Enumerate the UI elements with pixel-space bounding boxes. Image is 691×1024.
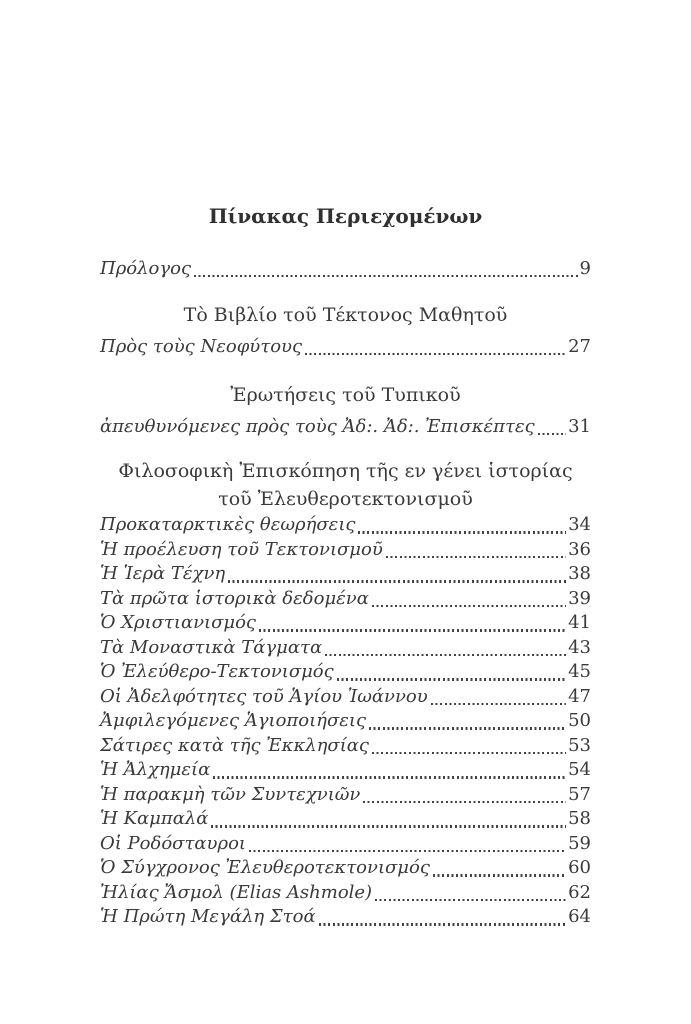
toc-entry <box>100 905 591 930</box>
toc-section <box>100 457 591 930</box>
dot-leader <box>358 531 566 533</box>
toc-entry <box>100 256 591 281</box>
dot-leader <box>305 353 566 355</box>
toc-entry-title: ἀπευθυνόμενες πρὸς τοὺς Ἀδ:. Ἀδ:. Ἐπισκέπτες <box>100 416 535 437</box>
dot-leader <box>325 654 566 656</box>
toc-entry-title: Ἡ Ἱερὰ Τέχνη <box>100 563 226 584</box>
toc-entry-title: Ἠλίας Ἄσμολ (Elias Ashmole) <box>100 881 373 903</box>
toc-entry <box>100 783 591 808</box>
toc-entry <box>100 334 591 359</box>
toc-entry-title: Ἀμφιλεγόμενες Ἁγιοποιήσεις <box>100 710 367 731</box>
toc-entry-page: 38 <box>568 563 591 584</box>
toc-entry <box>100 734 591 759</box>
toc-entry <box>100 881 591 906</box>
toc-entry <box>100 414 591 439</box>
dot-leader <box>375 899 566 901</box>
dot-leader <box>433 874 566 876</box>
toc-entry-title: Οἱ Ροδόσταυροι <box>100 832 246 854</box>
toc-entry-page: 36 <box>568 538 591 560</box>
dot-leader <box>372 752 566 754</box>
toc-entry <box>100 538 591 563</box>
page-title: Πίνακας Περιεχομένων <box>208 204 483 228</box>
toc-entry-title: Πρὸς τοὺς Νεοφύτους <box>100 336 303 357</box>
toc-entry-title: Ὁ Σύγχρονος Ἐλευθεροτεκτονισμός <box>100 857 430 878</box>
section-heading: Ἐρωτήσεις τοῦ Τυπικοῦ <box>230 384 461 406</box>
toc-entry <box>100 709 591 734</box>
toc-entry-page: 43 <box>568 636 591 658</box>
toc-entry <box>100 807 591 832</box>
toc-entry-title: Τὰ πρῶτα ἱστορικὰ δεδομένα <box>100 587 369 609</box>
toc-section <box>100 301 591 359</box>
toc-entry-page: 58 <box>568 808 591 829</box>
section-heading: Τὸ Βιβλίο τοῦ Τέκτονος Μαθητοῦ <box>183 304 508 326</box>
toc-entry-title: Προκαταρκτικὲς θεωρήσεις <box>100 514 356 535</box>
section-heading <box>100 457 591 513</box>
toc-entry <box>100 513 591 538</box>
toc-entry-page: 64 <box>568 906 591 927</box>
toc-entry <box>100 611 591 636</box>
toc-entry-page: 50 <box>568 710 591 731</box>
toc-entry-page: 54 <box>568 759 591 780</box>
toc-entry <box>100 562 591 587</box>
toc-entry-title: Ὁ Ἐλεύθερο-Τεκτονισμός <box>100 661 334 682</box>
toc-entry-page: 45 <box>568 661 591 682</box>
dot-leader <box>249 850 566 852</box>
dot-leader <box>386 556 566 558</box>
toc-entry-page: 39 <box>568 587 591 609</box>
toc-entry <box>100 660 591 685</box>
toc-entry-title: Ἡ παρακμὴ τῶν Συντεχνιῶν <box>100 783 361 805</box>
dot-leader <box>369 727 566 729</box>
toc-entry-page: 41 <box>568 612 591 633</box>
toc-entry-title: Ἡ Ἀλχημεία <box>100 759 211 780</box>
dot-leader <box>337 678 566 680</box>
toc-entry-list <box>100 513 591 930</box>
dot-leader <box>259 629 566 631</box>
dot-leader <box>211 825 566 827</box>
toc-entry <box>100 685 591 710</box>
toc-entry-page: 59 <box>568 832 591 854</box>
toc-section <box>100 256 591 281</box>
toc-entry-title: Ἡ Πρώτη Μεγάλη Στοά <box>100 906 316 927</box>
toc-entry-page: 57 <box>568 783 591 805</box>
toc-entry-title: Ἡ Καμπαλά <box>100 808 209 829</box>
toc-entry-page: 53 <box>568 734 591 756</box>
toc-entry-title: Σάτιρες κατὰ τῆς Ἐκκλησίας <box>100 734 370 756</box>
toc-entry <box>100 758 591 783</box>
section-heading-line: Φιλοσοφικὴ Ἐπισκόπηση τῆς εν γένει ἱστορίας <box>118 460 573 482</box>
toc-entry-title: Ὁ Χριστιανισμός <box>100 612 257 633</box>
toc-entry-title: Πρόλογος <box>100 258 192 279</box>
toc-entry-title: Οἱ Ἀδελφότητες τοῦ Ἁγίου Ἰωάννου <box>100 685 428 707</box>
toc-entry-page: 9 <box>579 258 591 279</box>
toc-entry-title: Ἡ προέλευση τοῦ Τεκτονισμοῦ <box>100 538 383 560</box>
dot-leader <box>213 776 566 778</box>
toc-entry-page: 47 <box>568 685 591 707</box>
toc-entry <box>100 856 591 881</box>
dot-leader <box>538 433 566 435</box>
toc-entry-page: 27 <box>568 336 591 357</box>
dot-leader <box>372 605 566 607</box>
toc-entry <box>100 587 591 612</box>
dot-leader <box>228 580 566 582</box>
dot-leader <box>194 275 578 277</box>
dot-leader <box>363 801 566 803</box>
toc-entry-title: Τὰ Μοναστικὰ Τάγματα <box>100 636 323 658</box>
toc-entry <box>100 636 591 661</box>
dot-leader <box>431 703 566 705</box>
toc-entry-page: 60 <box>568 857 591 878</box>
toc-section <box>100 381 591 439</box>
toc-entry-page: 62 <box>568 881 591 903</box>
toc-entry-page: 34 <box>568 514 591 535</box>
toc-entry-page: 31 <box>568 416 591 437</box>
toc-content <box>100 203 591 930</box>
toc-entry <box>100 832 591 857</box>
dot-leader <box>319 923 566 925</box>
section-heading-line: τοῦ Ἐλευθεροτεκτονισμοῦ <box>218 488 473 510</box>
